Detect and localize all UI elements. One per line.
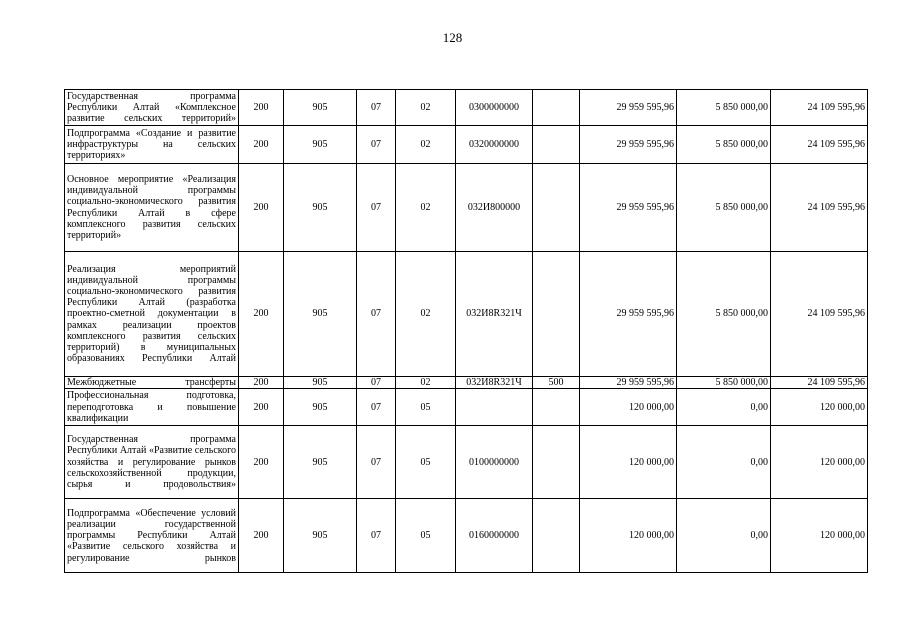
- admin-code: 200: [239, 499, 284, 573]
- section-code: 07: [357, 126, 396, 164]
- amount-1: 0,00: [677, 499, 771, 573]
- page-number: 128: [442, 30, 463, 45]
- total-amount: 120 000,00: [580, 499, 677, 573]
- subsection-code: 02: [396, 252, 456, 377]
- row-name: Государственная программа Республики Алтай «Развитие сельского хозяйства и регулирование рынков сельскохозяйственной продукции, сырья и продовольствия»: [65, 426, 239, 499]
- expense-type-code: 500: [533, 377, 580, 389]
- table-row: [65, 252, 868, 377]
- ministry-code: 905: [284, 426, 357, 499]
- subsection-code: 02: [396, 377, 456, 389]
- total-amount: 120 000,00: [580, 426, 677, 499]
- table-row: [65, 90, 868, 126]
- expense-type-code: [533, 252, 580, 377]
- target-article-code: [456, 389, 533, 426]
- table-row: [65, 377, 868, 389]
- table-row: [65, 499, 868, 573]
- table-row: [65, 164, 868, 252]
- total-amount: 120 000,00: [580, 389, 677, 426]
- subsection-code: 05: [396, 426, 456, 499]
- amount-1: 5 850 000,00: [677, 252, 771, 377]
- total-amount: 29 959 595,96: [580, 126, 677, 164]
- target-article-code: 0100000000: [456, 426, 533, 499]
- ministry-code: 905: [284, 377, 357, 389]
- subsection-code: 02: [396, 164, 456, 252]
- ministry-code: 905: [284, 389, 357, 426]
- target-article-code: 0300000000: [456, 90, 533, 126]
- admin-code: 200: [239, 252, 284, 377]
- amount-2: 120 000,00: [771, 426, 868, 499]
- table-row: [65, 126, 868, 164]
- table-row: [65, 426, 868, 499]
- expense-type-code: [533, 389, 580, 426]
- amount-1: 0,00: [677, 389, 771, 426]
- table-body: [65, 90, 868, 573]
- expense-type-code: [533, 126, 580, 164]
- section-code: 07: [357, 164, 396, 252]
- row-name: Реализация мероприятий индивидуальной программы социально-экономического развития Республики Алтай (разработка проектно-сметной документации в рамках реализации проектов комплексного развития сельских территорий) в муниципальных образованиях Республики Алтай: [65, 252, 239, 377]
- amount-2: 120 000,00: [771, 389, 868, 426]
- section-code: 07: [357, 377, 396, 389]
- total-amount: 29 959 595,96: [580, 164, 677, 252]
- expense-type-code: [533, 499, 580, 573]
- section-code: 07: [357, 90, 396, 126]
- subsection-code: 02: [396, 90, 456, 126]
- section-code: 07: [357, 499, 396, 573]
- budget-table: [64, 89, 868, 573]
- row-name: Основное мероприятие «Реализация индивидуальной программы социально-экономического развития Республики Алтай в сфере комплексного развития сельских территорий»: [65, 164, 239, 252]
- amount-2: 24 109 595,96: [771, 377, 868, 389]
- admin-code: 200: [239, 377, 284, 389]
- amount-1: 5 850 000,00: [677, 164, 771, 252]
- target-article-code: 0160000000: [456, 499, 533, 573]
- admin-code: 200: [239, 426, 284, 499]
- amount-2: 24 109 595,96: [771, 126, 868, 164]
- row-name: Подпрограмма «Создание и развитие инфраструктуры на сельских территориях»: [65, 126, 239, 164]
- expense-type-code: [533, 426, 580, 499]
- amount-2: 24 109 595,96: [771, 252, 868, 377]
- expense-type-code: [533, 90, 580, 126]
- target-article-code: 032И800000: [456, 164, 533, 252]
- subsection-code: 02: [396, 126, 456, 164]
- ministry-code: 905: [284, 252, 357, 377]
- target-article-code: 0320000000: [456, 126, 533, 164]
- amount-2: 24 109 595,96: [771, 90, 868, 126]
- section-code: 07: [357, 389, 396, 426]
- total-amount: 29 959 595,96: [580, 377, 677, 389]
- section-code: 07: [357, 252, 396, 377]
- table-row: [65, 389, 868, 426]
- section-code: 07: [357, 426, 396, 499]
- row-name: Государственная программа Республики Алтай «Комплексное развитие сельских территорий»: [65, 90, 239, 126]
- amount-2: 120 000,00: [771, 499, 868, 573]
- total-amount: 29 959 595,96: [580, 252, 677, 377]
- ministry-code: 905: [284, 90, 357, 126]
- ministry-code: 905: [284, 164, 357, 252]
- admin-code: 200: [239, 164, 284, 252]
- admin-code: 200: [239, 389, 284, 426]
- amount-2: 24 109 595,96: [771, 164, 868, 252]
- row-name: Межбюджетные трансферты: [65, 377, 239, 389]
- expense-type-code: [533, 164, 580, 252]
- target-article-code: 032И8R321Ч: [456, 377, 533, 389]
- amount-1: 5 850 000,00: [677, 377, 771, 389]
- target-article-code: 032И8R321Ч: [456, 252, 533, 377]
- row-name: Профессиональная подготовка, переподготовка и повышение квалификации: [65, 389, 239, 426]
- ministry-code: 905: [284, 126, 357, 164]
- admin-code: 200: [239, 126, 284, 164]
- subsection-code: 05: [396, 499, 456, 573]
- amount-1: 5 850 000,00: [677, 90, 771, 126]
- amount-1: 5 850 000,00: [677, 126, 771, 164]
- ministry-code: 905: [284, 499, 357, 573]
- admin-code: 200: [239, 90, 284, 126]
- subsection-code: 05: [396, 389, 456, 426]
- row-name: Подпрограмма «Обеспечение условий реализации государственной программы Республики Алтай «Развитие сельского хозяйства и регулирование рынков: [65, 499, 239, 573]
- total-amount: 29 959 595,96: [580, 90, 677, 126]
- amount-1: 0,00: [677, 426, 771, 499]
